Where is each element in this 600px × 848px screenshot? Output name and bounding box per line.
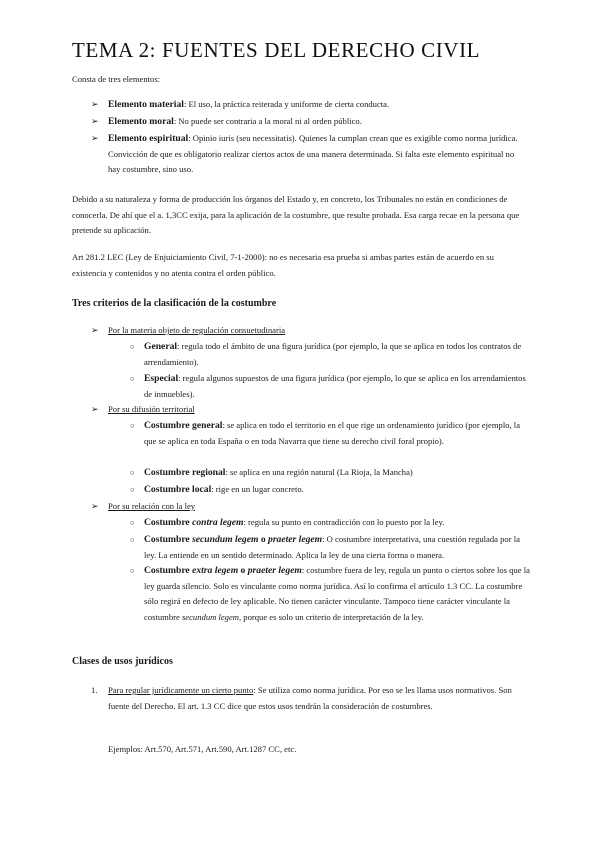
heading-criterios: Tres criterios de la clasificación de la costumbre [72, 298, 277, 309]
page-title: TEMA 2: FUENTES DEL DERECHO CIVIL [72, 38, 481, 62]
criterion-item: General: regula todo el ámbito de una figura jurídica (por ejemplo, la que se aplica en todos los contratos de arrendamiento). [144, 341, 522, 367]
bullet-arrow-icon: ➢ [91, 99, 99, 109]
criterion-item: Costumbre regional: se aplica en una región natural (La Rioja, la Mancha) [144, 467, 413, 478]
criterion-item: Especial: regula algunos supuestos de una figura jurídica (por ejemplo, lo que se aplica en los arrendamientos de inmuebles). [144, 373, 526, 399]
bullet-arrow-icon: ➢ [91, 404, 99, 414]
bullet-circle-icon: ○ [130, 342, 135, 351]
criterion-label: Por su difusión territorial [108, 404, 195, 414]
paragraph-lec: Art 281.2 LEC (Ley de Enjuiciamiento Civil, 7-1-2000): no es necesaria esa prueba si ambas partes están de acuerdo en su existencia y contenidos y no atenta contra el orden público. [72, 252, 494, 278]
bullet-circle-icon: ○ [130, 468, 135, 477]
criterion-item: Costumbre general: se aplica en todo el territorio en el que rige un ordenamiento jurídico (por ejemplo, la que se aplica en toda España o en toda Navarra que tiene su derecho civil foral propio). [144, 420, 521, 446]
bullet-arrow-icon: ➢ [91, 133, 99, 143]
paragraph-prueba: Debido a su naturaleza y forma de producción los órganos del Estado y, en concreto, los Tribunales no están en condiciones de conocerla. De ahí que el a. 1,3CC exija, para la aplicación de la costumbre, que resulte probada. Esa carga recae en la persona que pretende su aplicación. [72, 194, 520, 235]
criterion-item: Costumbre contra legem: regula su punto en contradicción con lo puesto por la ley. [144, 517, 445, 528]
intro-text: Consta de tres elementos: [72, 74, 161, 84]
bullet-circle-icon: ○ [130, 374, 135, 383]
criterion-label: Por su relación con la ley [108, 501, 196, 511]
bullet-arrow-icon: ➢ [91, 325, 99, 335]
bullet-arrow-icon: ➢ [91, 116, 99, 126]
bullet-arrow-icon: ➢ [91, 501, 99, 511]
examples-text: Ejemplos: Art.570, Art.571, Art.590, Art.1287 CC, etc. [108, 744, 297, 754]
element-item: Elemento material: El uso, la práctica reiterada y uniforme de cierta conducta. [108, 99, 390, 110]
element-item: Elemento espiritual: Opinio iuris (seu necessitatis). Quienes la cumplan crean que es exigible como norma jurídica. Convicción de que es obligatorio realizar ciertos actos de una manera determinada. Si falta este elemento espiritual no hay costumbre, sino uso. [108, 133, 518, 174]
uso-item: Para regular jurídicamente un cierto punto: Se utiliza como norma jurídica. Por eso se les llama usos normativos. Son fuente del Derecho. El art. 1.3 CC dice que estos usos tendrán la consideración de costumbres. [108, 685, 512, 711]
criterion-label: Por la materia objeto de regulación consuetudinaria [108, 325, 286, 335]
criterion-item: Costumbre local: rige en un lugar concreto. [144, 484, 304, 495]
bullet-circle-icon: ○ [130, 485, 135, 494]
criterion-item: Costumbre secundum legem o praeter legem: O costumbre interpretativa, una cuestión regulada por la ley. La entiende en un sentido determinado. Aplica la ley de una cierta forma o manera. [144, 534, 520, 560]
criterion-item: Costumbre extra legem o praeter legem: costumbre fuera de ley, regula un punto o ciertos sobre los que la ley guarda silencio. Solo es vinculante como norma jurídica. Así lo confirma el artículo 1.3 CC. La costumbre sólo regirá en defecto de ley aplicable. No tienen carácter vinculante. Tampoco tiene carácter vinculante la costumbre secundum legem, porque es solo un criterio de interpretación de la ley. [144, 565, 530, 622]
bullet-circle-icon: ○ [130, 535, 135, 544]
bullet-circle-icon: ○ [130, 518, 135, 527]
bullet-circle-icon: ○ [130, 421, 135, 430]
list-number: 1. [91, 685, 98, 695]
heading-usos: Clases de usos jurídicos [72, 656, 173, 667]
element-item: Elemento moral: No puede ser contraria a la moral ni al orden público. [108, 116, 362, 127]
bullet-circle-icon: ○ [130, 566, 135, 575]
